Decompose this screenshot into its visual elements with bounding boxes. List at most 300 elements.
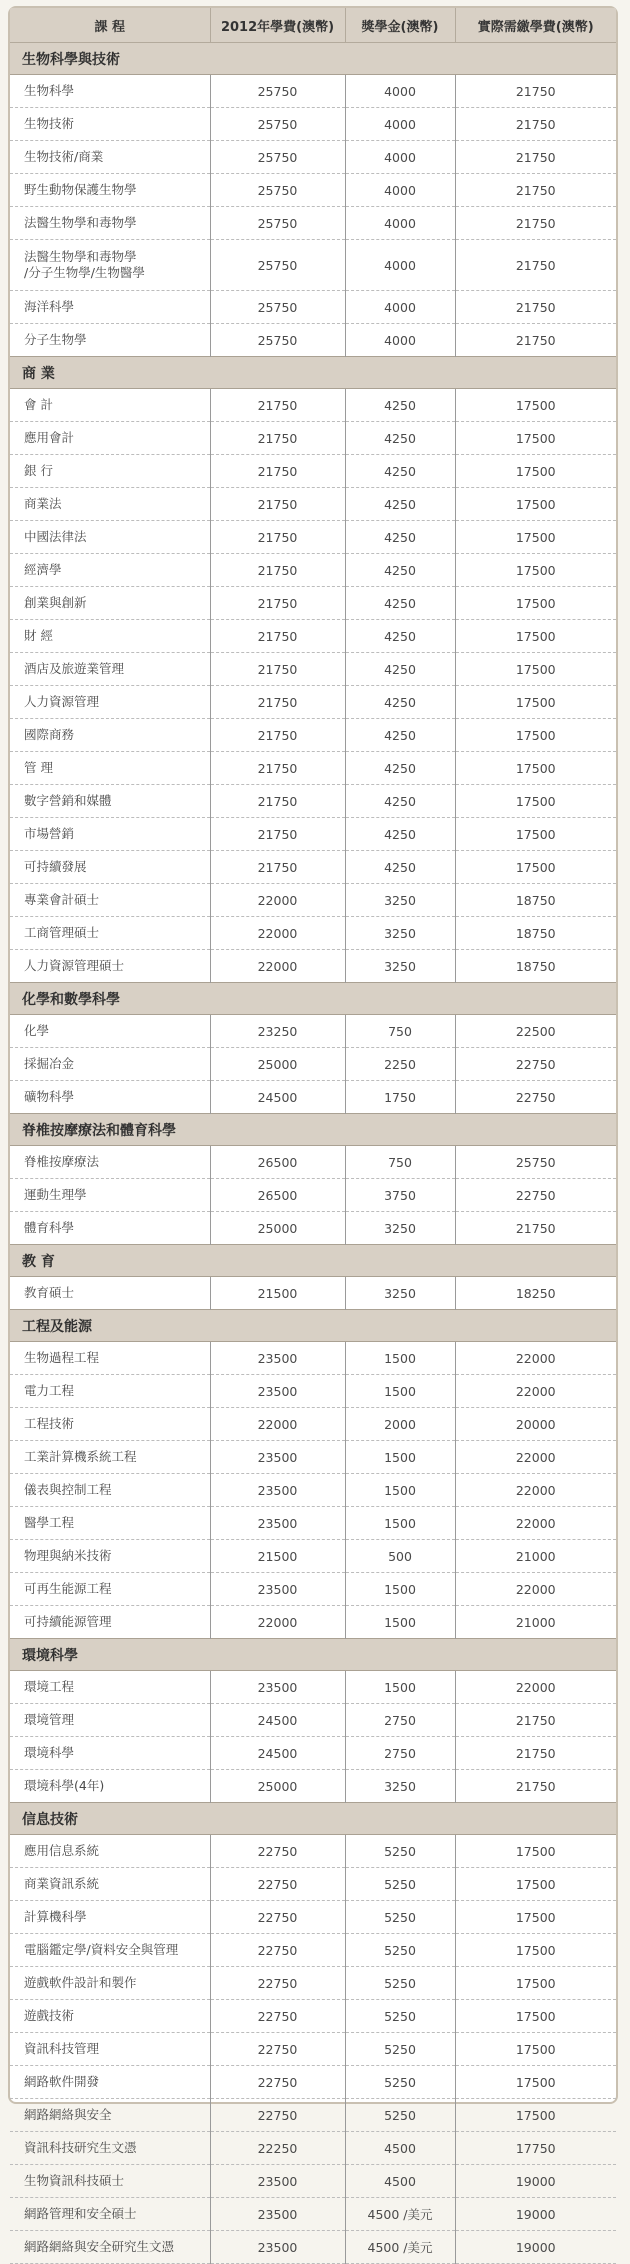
table-row (10, 554, 616, 587)
category-row (10, 357, 616, 389)
tuition-2012-cell: 23500 (210, 2198, 345, 2231)
table-row (10, 1573, 616, 1606)
tuition-2012-cell: 22750 (210, 2099, 345, 2132)
tuition-2012-cell: 21750 (210, 422, 345, 455)
net-tuition-cell: 21750 (455, 240, 616, 291)
net-tuition-cell: 21750 (455, 1704, 616, 1737)
table-row (10, 240, 616, 291)
course-name-cell: 生物技術/商業 (10, 141, 210, 174)
net-tuition-cell: 21750 (455, 108, 616, 141)
course-name-cell: 教育碩士 (10, 1277, 210, 1310)
scholarship-cell: 5250 (345, 1967, 455, 2000)
table-row (10, 1770, 616, 1803)
net-tuition-cell: 19000 (455, 2198, 616, 2231)
scholarship-cell: 3250 (345, 950, 455, 983)
net-tuition-cell: 18750 (455, 917, 616, 950)
scholarship-cell: 4250 (345, 620, 455, 653)
course-name-cell: 遊戲技術 (10, 2000, 210, 2033)
table-row (10, 1408, 616, 1441)
net-tuition-cell: 21750 (455, 174, 616, 207)
tuition-2012-cell: 21500 (210, 1277, 345, 1310)
table-row (10, 1934, 616, 1967)
course-name-cell: 酒店及旅遊業管理 (10, 653, 210, 686)
table-row (10, 291, 616, 324)
tuition-2012-cell: 25000 (210, 1212, 345, 1245)
tuition-2012-cell: 25750 (210, 207, 345, 240)
category-row (10, 1245, 616, 1277)
scholarship-cell: 4250 (345, 719, 455, 752)
course-name-cell: 國際商務 (10, 719, 210, 752)
table-row (10, 174, 616, 207)
table-row (10, 1048, 616, 1081)
course-name-cell: 商業資訊系統 (10, 1868, 210, 1901)
net-tuition-cell: 17500 (455, 389, 616, 422)
net-tuition-cell: 17500 (455, 686, 616, 719)
scholarship-cell: 4000 (345, 75, 455, 108)
course-name-cell: 可再生能源工程 (10, 1573, 210, 1606)
table-row (10, 1901, 616, 1934)
course-name-cell: 物理與納米技術 (10, 1540, 210, 1573)
tuition-2012-cell: 21750 (210, 686, 345, 719)
scholarship-cell: 4250 (345, 587, 455, 620)
net-tuition-cell: 17500 (455, 1934, 616, 1967)
course-name-cell: 會 計 (10, 389, 210, 422)
net-tuition-cell: 22000 (455, 1507, 616, 1540)
course-name-cell: 財 經 (10, 620, 210, 653)
scholarship-cell: 4500 /美元 (345, 2198, 455, 2231)
course-name-cell: 採掘冶金 (10, 1048, 210, 1081)
net-tuition-cell: 22000 (455, 1342, 616, 1375)
course-name-cell: 網路管理和安全碩士 (10, 2198, 210, 2231)
net-tuition-cell: 17500 (455, 785, 616, 818)
category-title: 脊椎按摩療法和體育科學 (10, 1114, 616, 1146)
table-row (10, 422, 616, 455)
net-tuition-cell: 17500 (455, 1901, 616, 1934)
net-tuition-cell: 17500 (455, 1835, 616, 1868)
tuition-2012-cell: 22000 (210, 917, 345, 950)
scholarship-cell: 750 (345, 1146, 455, 1179)
scholarship-cell: 5250 (345, 2066, 455, 2099)
net-tuition-cell: 22500 (455, 1015, 616, 1048)
tuition-2012-cell: 24500 (210, 1737, 345, 1770)
category-title: 環境科學 (10, 1639, 616, 1671)
course-name-cell: 儀表與控制工程 (10, 1474, 210, 1507)
scholarship-cell: 3250 (345, 917, 455, 950)
category-row (10, 1310, 616, 1342)
table-row (10, 719, 616, 752)
course-name-cell: 創業與創新 (10, 587, 210, 620)
tuition-2012-cell: 21750 (210, 785, 345, 818)
tuition-2012-cell: 23500 (210, 1441, 345, 1474)
scholarship-cell: 4250 (345, 818, 455, 851)
scholarship-cell: 4000 (345, 291, 455, 324)
net-tuition-cell: 22000 (455, 1671, 616, 1704)
table-row (10, 324, 616, 357)
tuition-2012-cell: 25750 (210, 291, 345, 324)
scholarship-cell: 1500 (345, 1671, 455, 1704)
header-net-tuition: 實際需繳學費(澳幣) (455, 8, 616, 43)
table-row (10, 1868, 616, 1901)
tuition-2012-cell: 23250 (210, 1015, 345, 1048)
table-row (10, 653, 616, 686)
course-name-cell: 人力資源管理 (10, 686, 210, 719)
net-tuition-cell: 19000 (455, 2231, 616, 2264)
course-name-cell: 醫學工程 (10, 1507, 210, 1540)
net-tuition-cell: 22750 (455, 1048, 616, 1081)
net-tuition-cell: 17500 (455, 2099, 616, 2132)
scholarship-cell: 5250 (345, 2033, 455, 2066)
tuition-2012-cell: 21750 (210, 521, 345, 554)
course-name-cell: 網路軟件開發 (10, 2066, 210, 2099)
table-row (10, 1507, 616, 1540)
net-tuition-cell: 22000 (455, 1474, 616, 1507)
category-row (10, 1803, 616, 1835)
table-row (10, 818, 616, 851)
course-name-cell: 專業會計碩士 (10, 884, 210, 917)
net-tuition-cell: 17500 (455, 818, 616, 851)
course-name-cell: 工業計算機系統工程 (10, 1441, 210, 1474)
table-row (10, 1179, 616, 1212)
course-name-cell: 化學 (10, 1015, 210, 1048)
table-row (10, 389, 616, 422)
scholarship-cell: 4500 (345, 2165, 455, 2198)
course-name-cell: 可持續發展 (10, 851, 210, 884)
scholarship-cell: 4250 (345, 851, 455, 884)
table-row (10, 587, 616, 620)
table-row (10, 2066, 616, 2099)
scholarship-cell: 5250 (345, 1835, 455, 1868)
net-tuition-cell: 18250 (455, 1277, 616, 1310)
table-row (10, 1441, 616, 1474)
net-tuition-cell: 17500 (455, 587, 616, 620)
table-row (10, 686, 616, 719)
scholarship-cell: 3750 (345, 1179, 455, 1212)
category-title: 化學和數學科學 (10, 983, 616, 1015)
net-tuition-cell: 20000 (455, 1408, 616, 1441)
category-row (10, 43, 616, 75)
course-name-cell: 銀 行 (10, 455, 210, 488)
course-name-cell: 野生動物保護生物學 (10, 174, 210, 207)
tuition-2012-cell: 25000 (210, 1770, 345, 1803)
scholarship-cell: 5250 (345, 2099, 455, 2132)
course-name-cell: 經濟學 (10, 554, 210, 587)
table-row (10, 207, 616, 240)
net-tuition-cell: 21000 (455, 1606, 616, 1639)
tuition-2012-cell: 22750 (210, 1835, 345, 1868)
course-name-cell: 運動生理學 (10, 1179, 210, 1212)
table-row (10, 1737, 616, 1770)
scholarship-cell: 2250 (345, 1048, 455, 1081)
table-row (10, 1704, 616, 1737)
course-name-cell: 生物資訊科技碩士 (10, 2165, 210, 2198)
scholarship-cell: 4000 (345, 108, 455, 141)
course-name-cell: 生物技術 (10, 108, 210, 141)
tuition-2012-cell: 22750 (210, 2000, 345, 2033)
table-row (10, 1474, 616, 1507)
scholarship-cell: 1500 (345, 1441, 455, 1474)
table-row (10, 620, 616, 653)
table-row (10, 950, 616, 983)
scholarship-cell: 5250 (345, 2000, 455, 2033)
scholarship-cell: 2750 (345, 1704, 455, 1737)
table-row (10, 2132, 616, 2165)
table-row (10, 488, 616, 521)
scholarship-cell: 1500 (345, 1474, 455, 1507)
category-title: 教 育 (10, 1245, 616, 1277)
scholarship-cell: 3250 (345, 884, 455, 917)
course-name-cell: 市場營銷 (10, 818, 210, 851)
tuition-2012-cell: 23500 (210, 1474, 345, 1507)
category-row (10, 1639, 616, 1671)
table-row (10, 1835, 616, 1868)
tuition-2012-cell: 21750 (210, 554, 345, 587)
course-name-cell: 資訊科技研究生文憑 (10, 2132, 210, 2165)
course-name-cell: 體育科學 (10, 1212, 210, 1245)
table-row (10, 917, 616, 950)
table-row (10, 2033, 616, 2066)
tuition-2012-cell: 22250 (210, 2132, 345, 2165)
tuition-2012-cell: 23500 (210, 1507, 345, 1540)
net-tuition-cell: 17500 (455, 653, 616, 686)
course-name-cell: 中國法律法 (10, 521, 210, 554)
table-row (10, 1015, 616, 1048)
course-name-cell: 應用會計 (10, 422, 210, 455)
course-name-cell: 網路網絡與安全研究生文憑 (10, 2231, 210, 2264)
table-row (10, 752, 616, 785)
net-tuition-cell: 22000 (455, 1441, 616, 1474)
tuition-2012-cell: 22750 (210, 1901, 345, 1934)
course-name-cell: 環境科學(4年) (10, 1770, 210, 1803)
tuition-2012-cell: 21750 (210, 620, 345, 653)
table-row (10, 785, 616, 818)
table-row (10, 1671, 616, 1704)
tuition-2012-cell: 25750 (210, 174, 345, 207)
scholarship-cell: 500 (345, 1540, 455, 1573)
table-row (10, 75, 616, 108)
net-tuition-cell: 17500 (455, 554, 616, 587)
course-name-cell: 法醫生物學和毒物學 (10, 207, 210, 240)
scholarship-cell: 4000 (345, 324, 455, 357)
tuition-2012-cell: 22750 (210, 1934, 345, 1967)
course-name-cell: 計算機科學 (10, 1901, 210, 1934)
scholarship-cell: 1500 (345, 1573, 455, 1606)
net-tuition-cell: 17500 (455, 620, 616, 653)
table-row (10, 1212, 616, 1245)
scholarship-cell: 1500 (345, 1342, 455, 1375)
tuition-2012-cell: 21750 (210, 818, 345, 851)
net-tuition-cell: 22750 (455, 1179, 616, 1212)
net-tuition-cell: 17500 (455, 455, 616, 488)
net-tuition-cell: 17500 (455, 422, 616, 455)
tuition-2012-cell: 22750 (210, 1967, 345, 2000)
scholarship-cell: 4000 (345, 174, 455, 207)
net-tuition-cell: 18750 (455, 884, 616, 917)
course-name-cell: 海洋科學 (10, 291, 210, 324)
table-row (10, 2000, 616, 2033)
course-name-cell: 環境工程 (10, 1671, 210, 1704)
scholarship-cell: 4250 (345, 686, 455, 719)
tuition-2012-cell: 21750 (210, 752, 345, 785)
course-name-cell: 網路網絡與安全 (10, 2099, 210, 2132)
net-tuition-cell: 17500 (455, 488, 616, 521)
scholarship-cell: 1750 (345, 1081, 455, 1114)
tuition-2012-cell: 21750 (210, 455, 345, 488)
tuition-2012-cell: 25750 (210, 240, 345, 291)
net-tuition-cell: 17500 (455, 521, 616, 554)
net-tuition-cell: 21750 (455, 207, 616, 240)
net-tuition-cell: 17500 (455, 2066, 616, 2099)
course-name-cell: 電腦鑑定學/資料安全與管理 (10, 1934, 210, 1967)
scholarship-cell: 4250 (345, 653, 455, 686)
course-name-cell: 可持續能源管理 (10, 1606, 210, 1639)
course-name-cell: 遊戲軟件設計和製作 (10, 1967, 210, 2000)
net-tuition-cell: 21750 (455, 324, 616, 357)
tuition-2012-cell: 23500 (210, 1375, 345, 1408)
net-tuition-cell: 21750 (455, 1212, 616, 1245)
table-row (10, 1277, 616, 1310)
net-tuition-cell: 17500 (455, 2000, 616, 2033)
tuition-2012-cell: 25000 (210, 1048, 345, 1081)
tuition-2012-cell: 25750 (210, 75, 345, 108)
net-tuition-cell: 25750 (455, 1146, 616, 1179)
course-name-cell: 資訊科技管理 (10, 2033, 210, 2066)
category-title: 信息技術 (10, 1803, 616, 1835)
course-name-cell: 商業法 (10, 488, 210, 521)
table-row (10, 1967, 616, 2000)
category-title: 生物科學與技術 (10, 43, 616, 75)
net-tuition-cell: 21750 (455, 1737, 616, 1770)
tuition-2012-cell: 22000 (210, 1408, 345, 1441)
table-row (10, 521, 616, 554)
scholarship-cell: 4250 (345, 521, 455, 554)
category-row (10, 983, 616, 1015)
scholarship-cell: 4250 (345, 389, 455, 422)
tuition-2012-cell: 22000 (210, 950, 345, 983)
course-name-cell: 應用信息系統 (10, 1835, 210, 1868)
tuition-2012-cell: 22750 (210, 2066, 345, 2099)
table-row (10, 141, 616, 174)
table-row (10, 1606, 616, 1639)
tuition-2012-cell: 22000 (210, 884, 345, 917)
course-name-cell: 生物過程工程 (10, 1342, 210, 1375)
tuition-2012-cell: 21750 (210, 851, 345, 884)
tuition-2012-cell: 26500 (210, 1146, 345, 1179)
tuition-table-card (8, 6, 618, 2255)
tuition-2012-cell: 21750 (210, 653, 345, 686)
course-name-cell: 工程技術 (10, 1408, 210, 1441)
table-row (10, 1375, 616, 1408)
net-tuition-cell: 21750 (455, 75, 616, 108)
table-row (10, 1081, 616, 1114)
tuition-2012-cell: 21750 (210, 488, 345, 521)
course-name-cell: 礦物科學 (10, 1081, 210, 1114)
tuition-2012-cell: 24500 (210, 1704, 345, 1737)
course-name-cell: 生物科學 (10, 75, 210, 108)
header-course: 課 程 (10, 8, 210, 43)
tuition-2012-cell: 22000 (210, 1606, 345, 1639)
net-tuition-cell: 21750 (455, 291, 616, 324)
tuition-2012-cell: 26500 (210, 1179, 345, 1212)
scholarship-cell: 4000 (345, 207, 455, 240)
net-tuition-cell: 17500 (455, 719, 616, 752)
net-tuition-cell: 17750 (455, 2132, 616, 2165)
course-name-cell: 分子生物學 (10, 324, 210, 357)
table-body (10, 43, 616, 2264)
scholarship-cell: 4250 (345, 422, 455, 455)
course-name-cell: 脊椎按摩療法 (10, 1146, 210, 1179)
net-tuition-cell: 22000 (455, 1573, 616, 1606)
course-name-cell: 法醫生物學和毒物學 /分子生物學/生物醫學 (10, 240, 210, 291)
tuition-2012-cell: 25750 (210, 108, 345, 141)
table-row (10, 455, 616, 488)
course-name-cell: 管 理 (10, 752, 210, 785)
course-name-cell: 工商管理碩士 (10, 917, 210, 950)
scholarship-cell: 5250 (345, 1934, 455, 1967)
net-tuition-cell: 22000 (455, 1375, 616, 1408)
scholarship-cell: 4250 (345, 554, 455, 587)
scholarship-cell: 4250 (345, 488, 455, 521)
net-tuition-cell: 17500 (455, 752, 616, 785)
category-title: 工程及能源 (10, 1310, 616, 1342)
scholarship-cell: 4000 (345, 240, 455, 291)
scholarship-cell: 2000 (345, 1408, 455, 1441)
net-tuition-cell: 21750 (455, 141, 616, 174)
course-name-cell: 環境管理 (10, 1704, 210, 1737)
scholarship-cell: 3250 (345, 1277, 455, 1310)
tuition-2012-cell: 25750 (210, 324, 345, 357)
scholarship-cell: 1500 (345, 1507, 455, 1540)
scholarship-cell: 1500 (345, 1606, 455, 1639)
scholarship-cell: 750 (345, 1015, 455, 1048)
course-name-cell: 環境科學 (10, 1737, 210, 1770)
table-row (10, 1342, 616, 1375)
scholarship-cell: 1500 (345, 1375, 455, 1408)
table-row (10, 2165, 616, 2198)
scholarship-cell: 4250 (345, 752, 455, 785)
tuition-2012-cell: 22750 (210, 2033, 345, 2066)
net-tuition-cell: 17500 (455, 2033, 616, 2066)
scholarship-cell: 5250 (345, 1868, 455, 1901)
course-name-cell: 數字營銷和媒體 (10, 785, 210, 818)
tuition-2012-cell: 21750 (210, 587, 345, 620)
scholarship-cell: 4250 (345, 785, 455, 818)
tuition-2012-cell: 23500 (210, 2165, 345, 2198)
course-name-cell: 電力工程 (10, 1375, 210, 1408)
net-tuition-cell: 17500 (455, 851, 616, 884)
net-tuition-cell: 17500 (455, 1868, 616, 1901)
table-row (10, 1146, 616, 1179)
category-title: 商 業 (10, 357, 616, 389)
tuition-2012-cell: 25750 (210, 141, 345, 174)
table-row (10, 2198, 616, 2231)
scholarship-cell: 4000 (345, 141, 455, 174)
table-row (10, 1540, 616, 1573)
net-tuition-cell: 21000 (455, 1540, 616, 1573)
tuition-2012-cell: 23500 (210, 2231, 345, 2264)
tuition-table (10, 8, 616, 2264)
scholarship-cell: 5250 (345, 1901, 455, 1934)
tuition-2012-cell: 23500 (210, 1573, 345, 1606)
scholarship-cell: 3250 (345, 1212, 455, 1245)
table-row (10, 2099, 616, 2132)
net-tuition-cell: 19000 (455, 2165, 616, 2198)
course-name-cell: 人力資源管理碩士 (10, 950, 210, 983)
category-row (10, 1114, 616, 1146)
header-scholarship: 獎學金(澳幣) (345, 8, 455, 43)
table-row (10, 108, 616, 141)
scholarship-cell: 4500 /美元 (345, 2231, 455, 2264)
scholarship-cell: 4500 (345, 2132, 455, 2165)
